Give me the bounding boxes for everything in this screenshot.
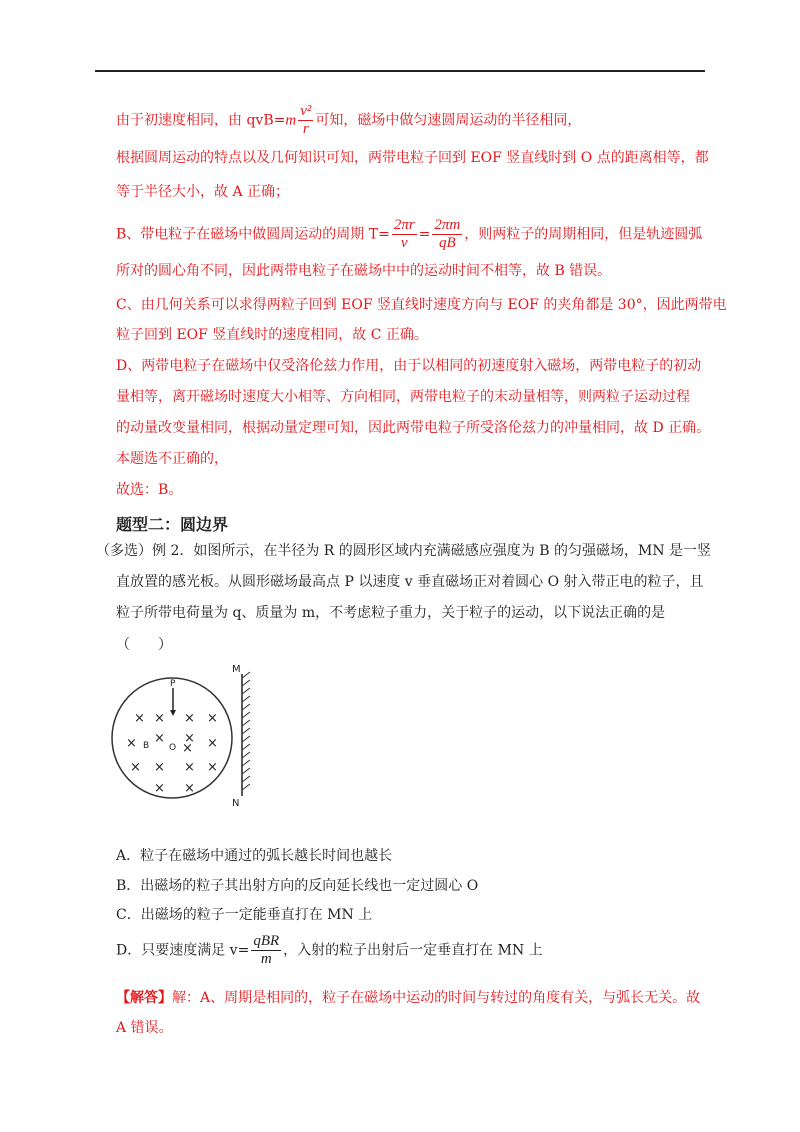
solution-line-6: C、由几何关系可以求得两粒子回到 EOF 竖直线时速度方向与 EOF 的夹角都是 30°，因此两带电 xyxy=(116,297,727,313)
option-c: C．出磁场的粒子一定能垂直打在 MN 上 xyxy=(116,907,373,923)
answer-tag: 【解答】 xyxy=(116,990,172,1006)
cross: × xyxy=(184,731,195,746)
solution-line-10: 的动量改变量相同，根据动量定理可知，因此两带电粒子所受洛伦兹力的冲量相同，故 D 正确。 xyxy=(116,420,711,436)
solution-line-2: 根据圆周运动的特点以及几何知识可知，两带电粒子回到 EOF 竖直线时到 O 点的距离相等，都 xyxy=(116,150,709,166)
solution-line-9: 量相等，离开磁场时速度大小相等、方向相同，两带电粒子的末动量相等，则两粒子运动过程 xyxy=(116,389,690,405)
cross: × xyxy=(126,736,137,751)
velocity-arrowhead xyxy=(170,710,176,716)
solution-line-5: 所对的圆心角不同，因此两带电粒子在磁场中中的运动时间不相等，故 B 错误。 xyxy=(116,263,612,279)
answer-line-2: A 错误。 xyxy=(116,1020,173,1036)
solution-line-1: 由于初速度相同，由 qvB=m $\frac{\text{v²}}{r}$ 可知，磁场中做匀速圆周运动的半径相同， xyxy=(116,103,582,137)
question-line-2: 直放置的感光板。从圆形磁场最高点 P 以速度 v 垂直磁场正对着圆心 O 射入带正电的粒子，且 xyxy=(116,574,704,590)
question-blank: （ ） xyxy=(116,637,172,653)
option-a: A．粒子在磁场中通过的弧长越长时间也越长 xyxy=(116,848,393,864)
label-b: B xyxy=(143,741,150,751)
cross: × xyxy=(184,711,195,726)
cross: × xyxy=(154,731,165,746)
cross: × xyxy=(207,736,218,751)
cross: × xyxy=(182,741,193,756)
question-line-3: 粒子所带电荷量为 q、质量为 m，不考虑粒子重力，关于粒子的运动，以下说法正确的是 xyxy=(116,605,666,621)
label-n: N xyxy=(232,798,240,809)
solution-line-3: 等于半径大小，故 A 正确； xyxy=(116,184,290,200)
solution-line-11: 本题选不正确的， xyxy=(116,451,228,467)
cross: × xyxy=(154,781,165,796)
plate-hatching xyxy=(242,672,250,790)
label-o: O xyxy=(169,743,177,753)
cross: × xyxy=(134,711,145,726)
label-p: P xyxy=(170,679,176,689)
cross: × xyxy=(184,760,195,775)
cross: × xyxy=(154,760,165,775)
option-b: B．出磁场的粒子其出射方向的反向延长线也一定过圆心 O xyxy=(116,878,479,894)
answer-line-1: 【解答】解：A、周期是相同的，粒子在磁场中运动的时间与转过的角度有关，与弧长无关。故 xyxy=(116,990,701,1006)
label-m: M xyxy=(232,664,241,675)
field-crosses xyxy=(126,711,218,796)
option-d: D．只要速度满足 v= $\frac{\text{qBR}}{m}$ ，入射的粒子出射后一定垂直打在 MN 上 xyxy=(116,933,543,967)
header-rule xyxy=(95,70,705,72)
cross: × xyxy=(154,711,165,726)
cross: × xyxy=(130,760,141,775)
cross: × xyxy=(207,760,218,775)
solution-line-8: D、两带电粒子在磁场中仅受洛伦兹力作用，由于以相同的初速度射入磁场，两带电粒子的初动 xyxy=(116,358,702,374)
solution-line-4: B、带电粒子在磁场中做圆周运动的周期 T= $\frac{2\pi r}{v}$ = $\frac{2\pi m}{qB}$ ，则两粒子的周期相同，但是轨迹圆弧 xyxy=(116,217,703,251)
question-line-1: （多选）例 2．如图所示，在半径为 R 的圆形区域内充满磁感应强度为 B 的匀强磁场，MN 是一竖 xyxy=(96,543,712,559)
solution-line-7: 粒子回到 EOF 竖直线时的速度相同，故 C 正确。 xyxy=(116,327,428,343)
cross: × xyxy=(184,781,195,796)
solution-line-12: 故选：B。 xyxy=(116,482,183,498)
cross: × xyxy=(207,711,218,726)
section-heading: 题型二：圆边界 xyxy=(116,515,229,534)
sensor-plate-mn xyxy=(228,660,258,810)
